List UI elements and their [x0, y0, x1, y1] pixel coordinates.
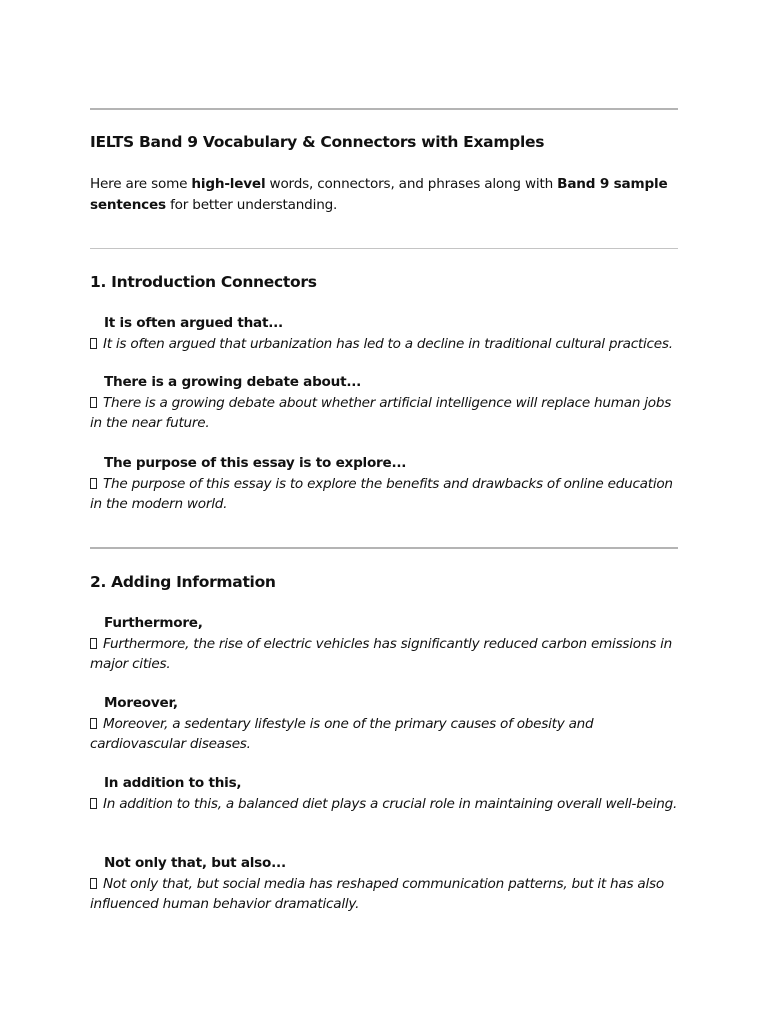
intro-text-2: words, connectors, and phrases along with — [265, 176, 558, 192]
connector-term: The purpose of this essay is to explore... — [104, 455, 407, 471]
connector-term: It is often argued that... — [104, 315, 283, 331]
intro-bold-2: Band 9 sample sentences — [90, 176, 668, 213]
intro-bold-1: high-level — [191, 176, 266, 192]
missing-glyph-box-icon — [90, 798, 97, 809]
example-sentence — [90, 334, 682, 354]
intro-paragraph — [90, 174, 680, 215]
section-divider — [90, 547, 678, 549]
missing-glyph-box-icon — [90, 338, 97, 349]
connector-term: Not only that, but also... — [104, 855, 286, 871]
example-sentence — [90, 794, 682, 814]
example-text: In addition to this, a balanced diet plays a crucial role in maintaining overall well-being. — [103, 796, 678, 812]
connector-term: There is a growing debate about... — [104, 374, 362, 390]
missing-glyph-box-icon — [90, 478, 97, 489]
missing-glyph-box-icon — [90, 397, 97, 408]
example-sentence — [90, 474, 682, 514]
section-heading: 1. Introduction Connectors — [90, 273, 317, 291]
section-divider — [90, 248, 678, 249]
page-title: IELTS Band 9 Vocabulary & Connectors with Examples — [90, 133, 545, 151]
example-text: Furthermore, the rise of electric vehicles has significantly reduced carbon emissions in major cities. — [90, 636, 672, 672]
section-heading: 2. Adding Information — [90, 573, 276, 591]
example-text: It is often argued that urbanization has led to a decline in traditional cultural practices. — [103, 336, 673, 352]
example-sentence — [90, 874, 682, 914]
missing-glyph-box-icon — [90, 638, 97, 649]
example-text: The purpose of this essay is to explore the benefits and drawbacks of online education in the modern world. — [90, 476, 673, 512]
example-sentence — [90, 714, 682, 754]
missing-glyph-box-icon — [90, 878, 97, 889]
example-sentence — [90, 393, 682, 433]
intro-text-3: for better understanding. — [165, 196, 338, 213]
connector-term: Moreover, — [104, 695, 178, 711]
top-divider — [90, 108, 678, 110]
example-text: There is a growing debate about whether artificial intelligence will replace human jobs in the near future. — [90, 395, 672, 431]
example-text: Moreover, a sedentary lifestyle is one of the primary causes of obesity and cardiovascular diseases. — [90, 716, 594, 752]
connector-term: In addition to this, — [104, 775, 242, 791]
connector-term: Furthermore, — [104, 615, 203, 631]
example-sentence — [90, 634, 682, 674]
intro-text-1: Here are some — [90, 176, 192, 192]
missing-glyph-box-icon — [90, 718, 97, 729]
example-text: Not only that, but social media has reshaped communication patterns, but it has also influenced human behavior dramatically. — [90, 876, 664, 912]
